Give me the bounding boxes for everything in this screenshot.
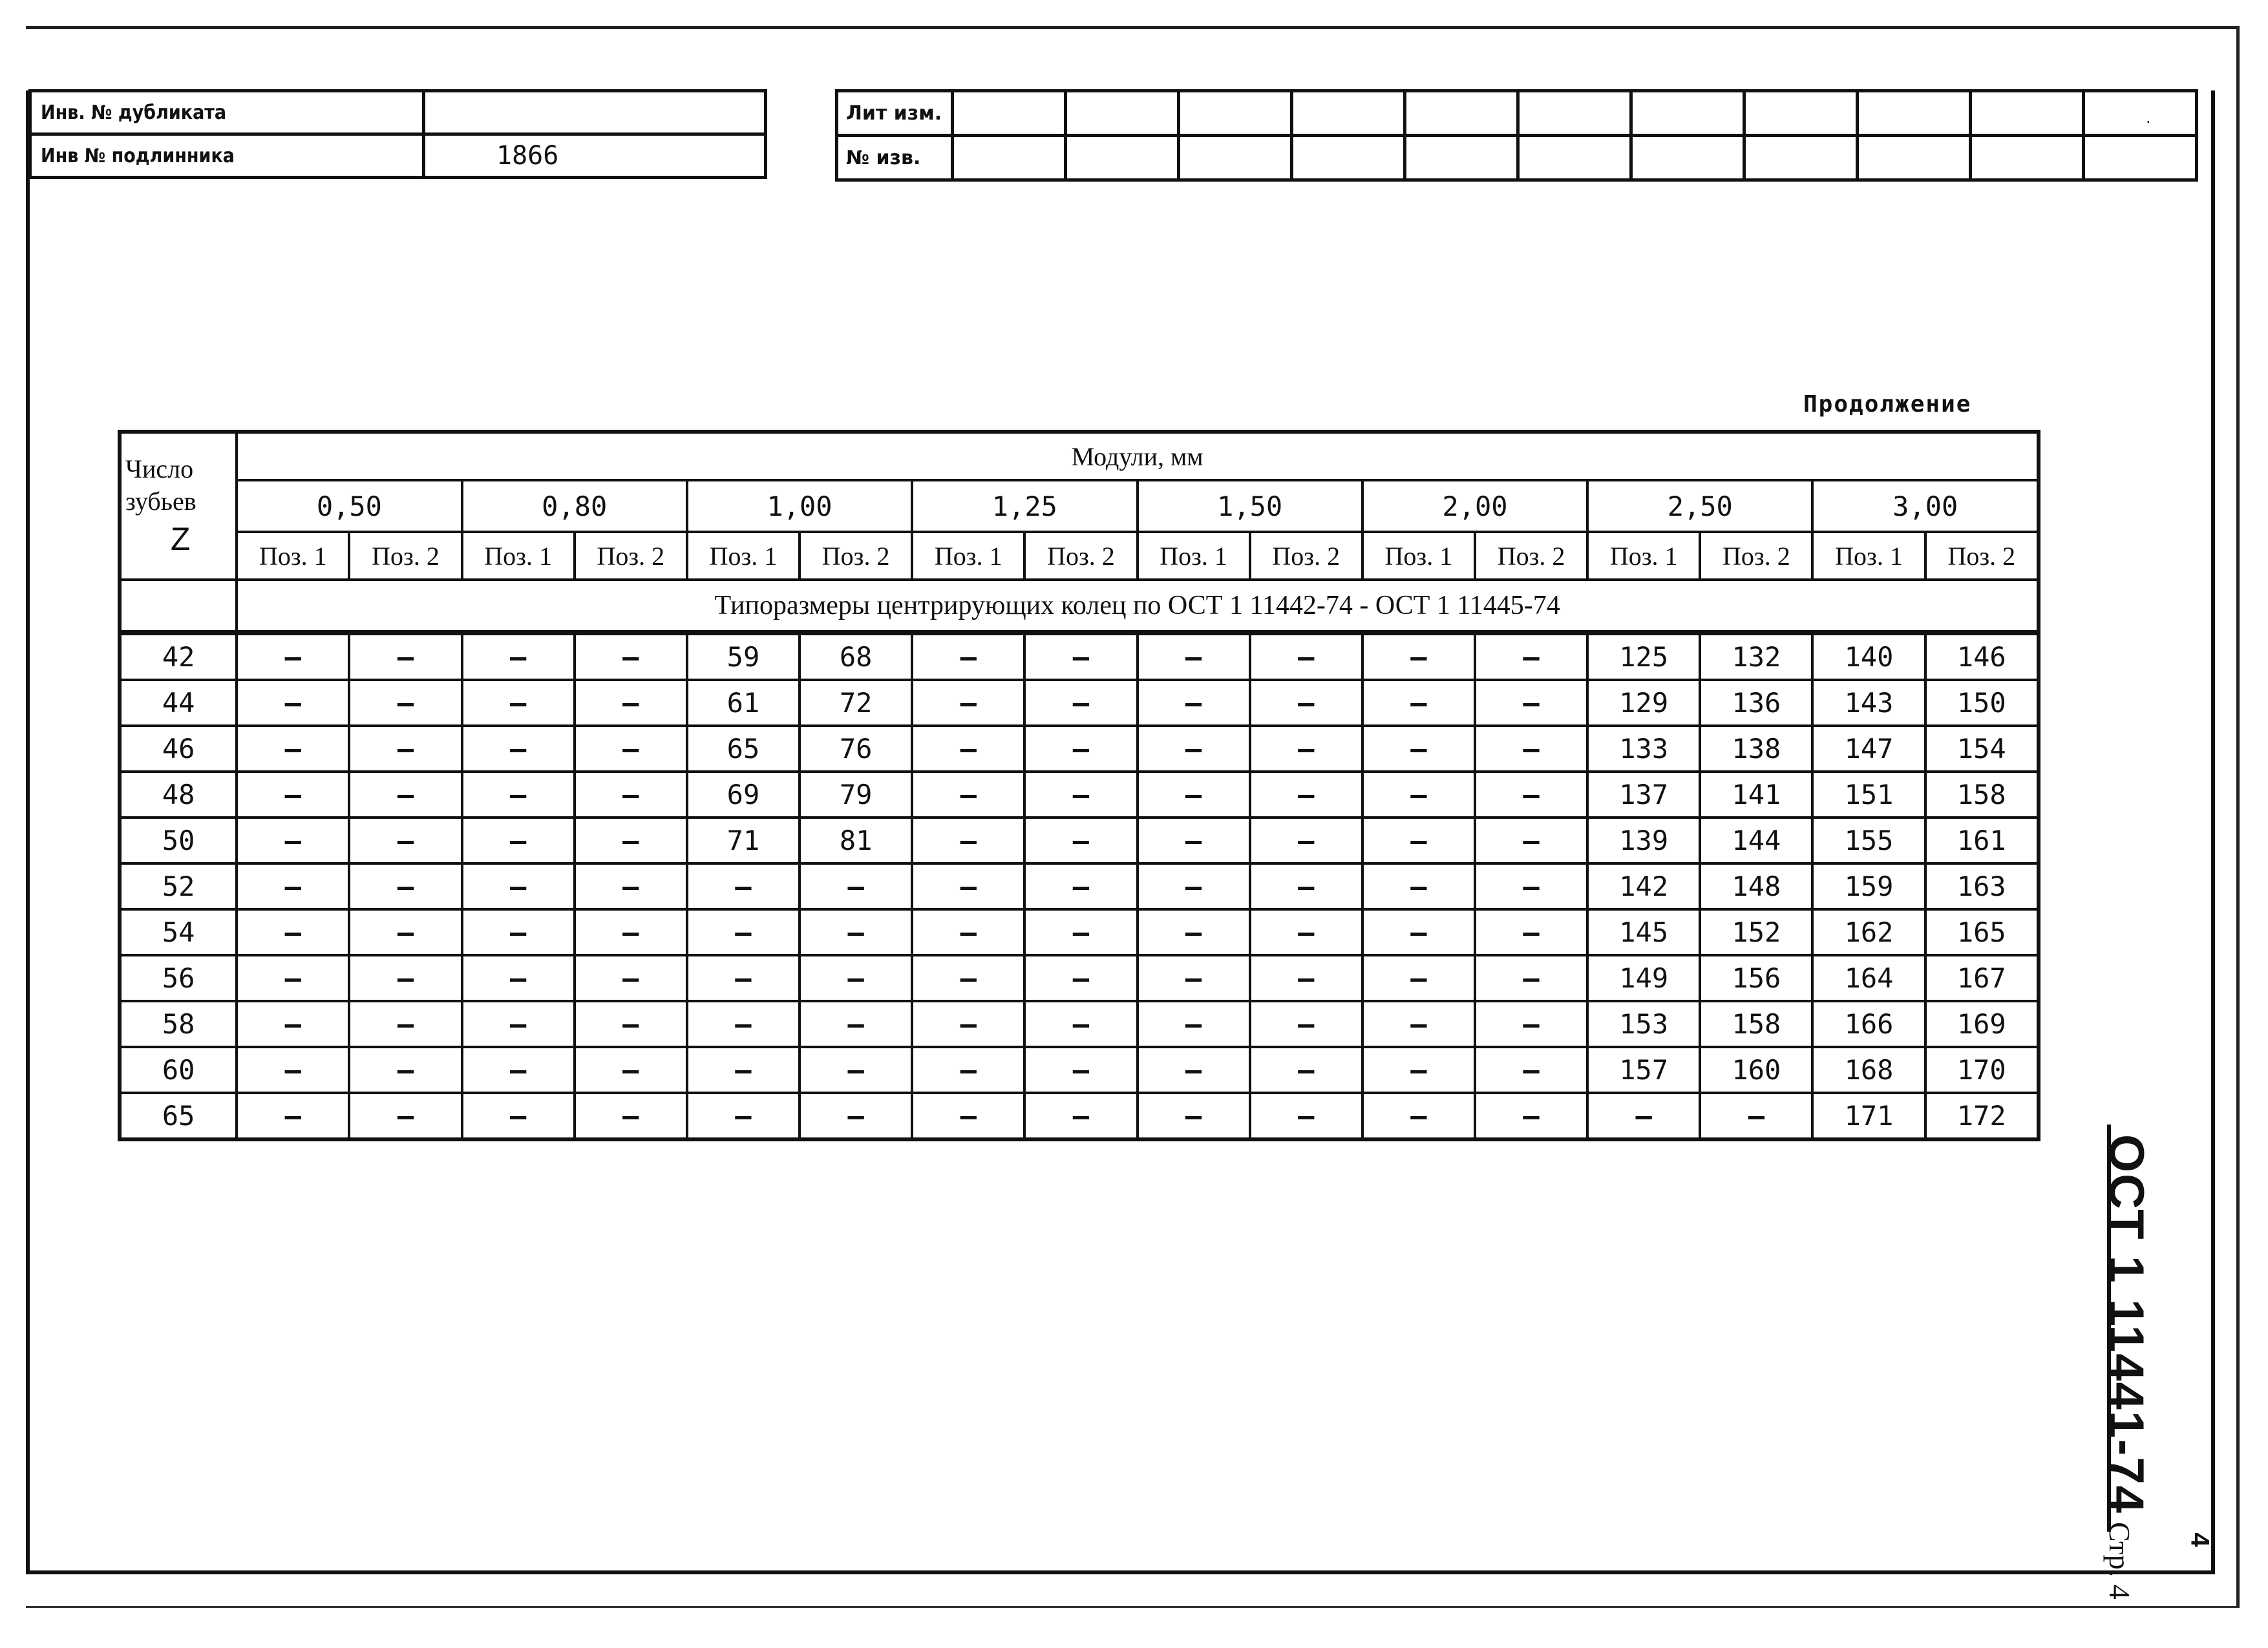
ring-size-cell: – (462, 772, 575, 818)
ring-size-cell: – (575, 1047, 687, 1093)
ring-size-cell: – (800, 863, 912, 909)
position-header: Поз. 2 (1700, 532, 1812, 580)
duplicate-inventory-label: Инв. № дубликата (30, 91, 424, 134)
ring-size-cell: – (349, 726, 461, 772)
ring-size-cell: – (1024, 1001, 1137, 1047)
ring-types-header: Типоразмеры центрирующих колец по ОСТ 1 11442-74 - ОСТ 1 11445-74 (237, 580, 2039, 633)
standard-code: ОСТ 1 11441-74 (2099, 1134, 2154, 1515)
table-row (120, 633, 2039, 680)
ring-size-cell: – (1362, 863, 1475, 909)
ring-size-cell: – (575, 726, 687, 772)
ring-size-cell: – (912, 1047, 1024, 1093)
ring-size-cell: – (1024, 726, 1137, 772)
ring-size-cell: – (575, 955, 687, 1001)
ring-size-cell: 157 (1587, 1047, 1700, 1093)
ring-size-cell: – (1700, 1093, 1812, 1139)
ring-size-cell: 152 (1700, 909, 1812, 955)
ring-size-cell: – (575, 1093, 687, 1139)
ring-size-cell: – (349, 909, 461, 955)
ring-size-cell: – (237, 863, 349, 909)
ring-size-cell: 168 (1812, 1047, 1925, 1093)
ring-size-cell: – (1250, 1047, 1362, 1093)
table-row (120, 680, 2039, 726)
page-label: Стр. 4 (2103, 1522, 2136, 1600)
ring-size-cell: – (687, 863, 800, 909)
ring-size-cell: 154 (1925, 726, 2039, 772)
ring-size-cell: 79 (800, 772, 912, 818)
ring-size-cell: 160 (1700, 1047, 1812, 1093)
ring-size-cell: – (1475, 1093, 1587, 1139)
ring-size-cell: – (1138, 909, 1250, 955)
ring-size-cell: 162 (1812, 909, 1925, 955)
ring-size-cell: 151 (1812, 772, 1925, 818)
ring-size-cell: – (575, 680, 687, 726)
ring-size-cell: 61 (687, 680, 800, 726)
ring-size-cell: – (1138, 772, 1250, 818)
ring-size-cell: – (1475, 818, 1587, 863)
ring-size-cell: – (1024, 863, 1137, 909)
ring-size-cell: 159 (1812, 863, 1925, 909)
page-number: 4 (2185, 1532, 2214, 1547)
ring-size-cell: – (1138, 818, 1250, 863)
teeth-count-cell: 46 (120, 726, 237, 772)
ring-size-cell: 125 (1587, 633, 1700, 680)
teeth-count-cell: 56 (120, 955, 237, 1001)
position-header: Поз. 1 (237, 532, 349, 580)
teeth-count-cell: 42 (120, 633, 237, 680)
stamp-revisions (835, 89, 2198, 182)
ring-size-cell: 169 (1925, 1001, 2039, 1047)
ring-size-cell: 139 (1587, 818, 1700, 863)
ring-size-cell: – (1138, 1093, 1250, 1139)
ring-size-cell: – (1475, 863, 1587, 909)
module-header: 0,80 (462, 480, 687, 532)
ring-size-cell: 161 (1925, 818, 2039, 863)
ring-size-cell: 156 (1700, 955, 1812, 1001)
ring-size-cell: – (1250, 909, 1362, 955)
ring-size-cell: – (912, 1093, 1024, 1139)
ring-size-cell: – (800, 1001, 912, 1047)
ring-size-cell: – (1138, 726, 1250, 772)
ring-size-cell: 69 (687, 772, 800, 818)
module-header: 2,50 (1587, 480, 1812, 532)
ring-size-cell: – (462, 1001, 575, 1047)
ring-size-cell: – (237, 1093, 349, 1139)
ring-size-cell: 167 (1925, 955, 2039, 1001)
stamp-inventory (28, 89, 767, 179)
position-header: Поз. 1 (1362, 532, 1475, 580)
ring-size-cell: – (1250, 955, 1362, 1001)
ring-size-cell: – (1250, 680, 1362, 726)
position-header: Поз. 1 (912, 532, 1024, 580)
ring-size-cell: – (1250, 726, 1362, 772)
ring-size-cell: 68 (800, 633, 912, 680)
ring-size-cell: – (349, 633, 461, 680)
ring-size-cell: 170 (1925, 1047, 2039, 1093)
ring-size-cell: – (349, 680, 461, 726)
ring-size-cell: – (1587, 1093, 1700, 1139)
position-header: Поз. 2 (1250, 532, 1362, 580)
ring-size-cell: 76 (800, 726, 912, 772)
ring-size-cell: – (1475, 1001, 1587, 1047)
ring-size-cell: – (462, 680, 575, 726)
ring-size-cell: 147 (1812, 726, 1925, 772)
position-header: Поз. 2 (800, 532, 912, 580)
ring-size-cell: – (800, 1093, 912, 1139)
ring-size-cell: – (1362, 818, 1475, 863)
ring-size-cell: 153 (1587, 1001, 1700, 1047)
teeth-label-line2: зубьев (125, 486, 196, 516)
ring-size-cell: – (912, 909, 1024, 955)
ring-size-cell: – (237, 909, 349, 955)
ring-size-cell: – (1362, 633, 1475, 680)
original-inventory-value: 1866 (424, 134, 766, 178)
ring-size-cell: – (462, 633, 575, 680)
ring-size-cell: – (1475, 909, 1587, 955)
ring-size-cell: – (462, 955, 575, 1001)
ring-size-cell: 143 (1812, 680, 1925, 726)
ring-size-cell: – (1362, 680, 1475, 726)
ring-size-cell: – (575, 863, 687, 909)
module-header: 1,25 (912, 480, 1137, 532)
module-header: 2,00 (1362, 480, 1587, 532)
ring-size-cell: – (912, 863, 1024, 909)
module-header: 1,00 (687, 480, 912, 532)
ring-size-cell: – (237, 955, 349, 1001)
ring-size-cell: 158 (1700, 1001, 1812, 1047)
ring-size-cell: – (1475, 633, 1587, 680)
ring-size-cell: – (1024, 633, 1137, 680)
ring-size-cell: – (1362, 1001, 1475, 1047)
ring-size-cell: 163 (1925, 863, 2039, 909)
ring-size-cell: – (800, 1047, 912, 1093)
ring-size-cell: 65 (687, 726, 800, 772)
ring-size-cell: – (1024, 680, 1137, 726)
ring-size-cell: 171 (1812, 1093, 1925, 1139)
ring-size-cell: – (1138, 863, 1250, 909)
ring-size-cell: 150 (1925, 680, 2039, 726)
teeth-count-cell: 48 (120, 772, 237, 818)
ring-size-cell: – (1362, 1047, 1475, 1093)
ring-size-cell: – (237, 1001, 349, 1047)
ring-size-cell: – (912, 955, 1024, 1001)
ring-size-cell: – (1250, 1001, 1362, 1047)
teeth-symbol: Z (170, 520, 191, 557)
position-header: Поз. 1 (462, 532, 575, 580)
ring-size-cell: – (687, 955, 800, 1001)
ring-size-cell: – (912, 818, 1024, 863)
ring-size-cell: 144 (1700, 818, 1812, 863)
ring-size-cell: – (800, 909, 912, 955)
ring-size-cell: – (1250, 772, 1362, 818)
teeth-label-line1: Число (125, 454, 194, 483)
ring-size-cell: – (1138, 1047, 1250, 1093)
duplicate-inventory-value (424, 91, 766, 134)
ring-size-cell: 138 (1700, 726, 1812, 772)
ring-size-cell: – (1024, 1047, 1137, 1093)
ring-size-cell: – (575, 633, 687, 680)
ring-size-cell: – (1362, 909, 1475, 955)
position-header: Поз. 2 (349, 532, 461, 580)
module-header: 1,50 (1138, 480, 1362, 532)
ring-size-cell: 133 (1587, 726, 1700, 772)
ring-size-cell: 142 (1587, 863, 1700, 909)
ring-size-cell: – (1475, 726, 1587, 772)
ring-size-cell: – (912, 1001, 1024, 1047)
ring-size-cell: 136 (1700, 680, 1812, 726)
teeth-count-cell: 60 (120, 1047, 237, 1093)
ring-size-cell: – (1362, 1093, 1475, 1139)
modules-header: Модули, мм (237, 432, 2039, 480)
ring-size-cell: – (237, 772, 349, 818)
original-inventory-label: Инв № подлинника (30, 134, 424, 178)
table-row (120, 818, 2039, 863)
table-row (120, 863, 2039, 909)
ring-size-cell: 166 (1812, 1001, 1925, 1047)
teeth-count-cell: 52 (120, 863, 237, 909)
ring-size-cell: – (462, 863, 575, 909)
ring-size-cell: – (349, 818, 461, 863)
teeth-count-cell: 54 (120, 909, 237, 955)
ring-size-cell: – (912, 633, 1024, 680)
ring-size-cell: – (237, 1047, 349, 1093)
position-header: Поз. 2 (1475, 532, 1587, 580)
notice-number-label: № изв. (837, 136, 953, 180)
ring-size-cell: – (912, 772, 1024, 818)
ring-size-cell: – (1475, 680, 1587, 726)
table-row (120, 909, 2039, 955)
ring-size-cell: – (349, 955, 461, 1001)
ring-size-cell: – (1024, 1093, 1137, 1139)
ring-size-cell: 172 (1925, 1093, 2039, 1139)
ring-size-cell: – (1362, 955, 1475, 1001)
continuation-caption: Продолжение (1803, 391, 1972, 417)
ring-size-cell: – (1475, 772, 1587, 818)
ring-size-cell: 149 (1587, 955, 1700, 1001)
table-row (120, 1047, 2039, 1093)
teeth-count-cell: 50 (120, 818, 237, 863)
ring-size-cell: – (349, 1001, 461, 1047)
ring-size-cell: – (462, 909, 575, 955)
ring-size-cell: – (1138, 680, 1250, 726)
ring-size-cell: 81 (800, 818, 912, 863)
ring-size-cell: 59 (687, 633, 800, 680)
ring-size-cell: – (1024, 818, 1137, 863)
teeth-count-cell: 58 (120, 1001, 237, 1047)
ring-size-cell: 137 (1587, 772, 1700, 818)
ring-size-cell: – (575, 909, 687, 955)
ring-size-cell: 155 (1812, 818, 1925, 863)
ring-size-cell: – (1250, 1093, 1362, 1139)
ring-size-cell: – (1250, 818, 1362, 863)
ring-size-cell: 164 (1812, 955, 1925, 1001)
ring-size-cell: – (1362, 726, 1475, 772)
table-row (120, 1001, 2039, 1047)
position-header: Поз. 2 (1925, 532, 2039, 580)
ring-size-cell: – (687, 1001, 800, 1047)
ring-size-cell: 132 (1700, 633, 1812, 680)
ring-size-cell: – (237, 818, 349, 863)
ring-size-cell: – (349, 772, 461, 818)
ring-size-cell: – (912, 726, 1024, 772)
module-header: 3,00 (1812, 480, 2039, 532)
table-row (120, 1093, 2039, 1139)
centering-rings-table (118, 430, 2040, 1141)
ring-size-cell: – (237, 633, 349, 680)
position-header: Поз. 1 (1587, 532, 1700, 580)
ring-size-cell: 129 (1587, 680, 1700, 726)
ring-size-cell: – (1138, 1001, 1250, 1047)
ring-size-cell: – (912, 680, 1024, 726)
ring-size-cell: – (1024, 955, 1137, 1001)
ring-size-cell: – (1138, 955, 1250, 1001)
ring-size-cell: – (1362, 772, 1475, 818)
ring-size-cell: – (687, 909, 800, 955)
ring-size-cell: – (462, 818, 575, 863)
ring-size-cell: – (575, 818, 687, 863)
ring-size-cell: 165 (1925, 909, 2039, 955)
ring-size-cell: 148 (1700, 863, 1812, 909)
ring-size-cell: 72 (800, 680, 912, 726)
document-designation (2099, 1134, 2156, 1600)
ring-size-cell: – (575, 772, 687, 818)
ring-size-cell: – (349, 1047, 461, 1093)
position-header: Поз. 1 (687, 532, 800, 580)
teeth-count-header (120, 432, 237, 580)
ring-size-cell: – (687, 1093, 800, 1139)
ring-size-cell: – (1250, 863, 1362, 909)
ring-size-cell: 71 (687, 818, 800, 863)
ring-size-cell: 146 (1925, 633, 2039, 680)
ring-size-cell: 140 (1812, 633, 1925, 680)
ring-size-cell: – (462, 1047, 575, 1093)
position-header: Поз. 1 (1138, 532, 1250, 580)
ring-size-cell: – (1138, 633, 1250, 680)
ring-size-cell: – (237, 680, 349, 726)
ring-size-cell: – (1024, 909, 1137, 955)
position-header: Поз. 1 (1812, 532, 1925, 580)
revision-letter-label: Лит изм. (837, 91, 953, 136)
ring-size-cell: – (1024, 772, 1137, 818)
ring-size-cell: – (1250, 633, 1362, 680)
table-row (120, 726, 2039, 772)
ring-size-cell: – (687, 1047, 800, 1093)
position-header: Поз. 2 (575, 532, 687, 580)
ring-size-cell: – (462, 1093, 575, 1139)
ring-size-cell: 158 (1925, 772, 2039, 818)
teeth-count-cell: 65 (120, 1093, 237, 1139)
ring-size-cell: 145 (1587, 909, 1700, 955)
table-row (120, 955, 2039, 1001)
ring-size-cell: – (462, 726, 575, 772)
module-header: 0,50 (237, 480, 461, 532)
table-row (120, 772, 2039, 818)
ring-size-cell: – (1475, 955, 1587, 1001)
teeth-count-cell: 44 (120, 680, 237, 726)
ring-size-cell: – (349, 1093, 461, 1139)
ring-size-cell: – (1475, 1047, 1587, 1093)
ring-size-cell: – (349, 863, 461, 909)
position-header: Поз. 2 (1024, 532, 1137, 580)
ring-size-cell: – (237, 726, 349, 772)
mark-dot: · (2146, 113, 2151, 131)
ring-size-cell: – (800, 955, 912, 1001)
ring-size-cell: – (575, 1001, 687, 1047)
ring-size-cell: 141 (1700, 772, 1812, 818)
